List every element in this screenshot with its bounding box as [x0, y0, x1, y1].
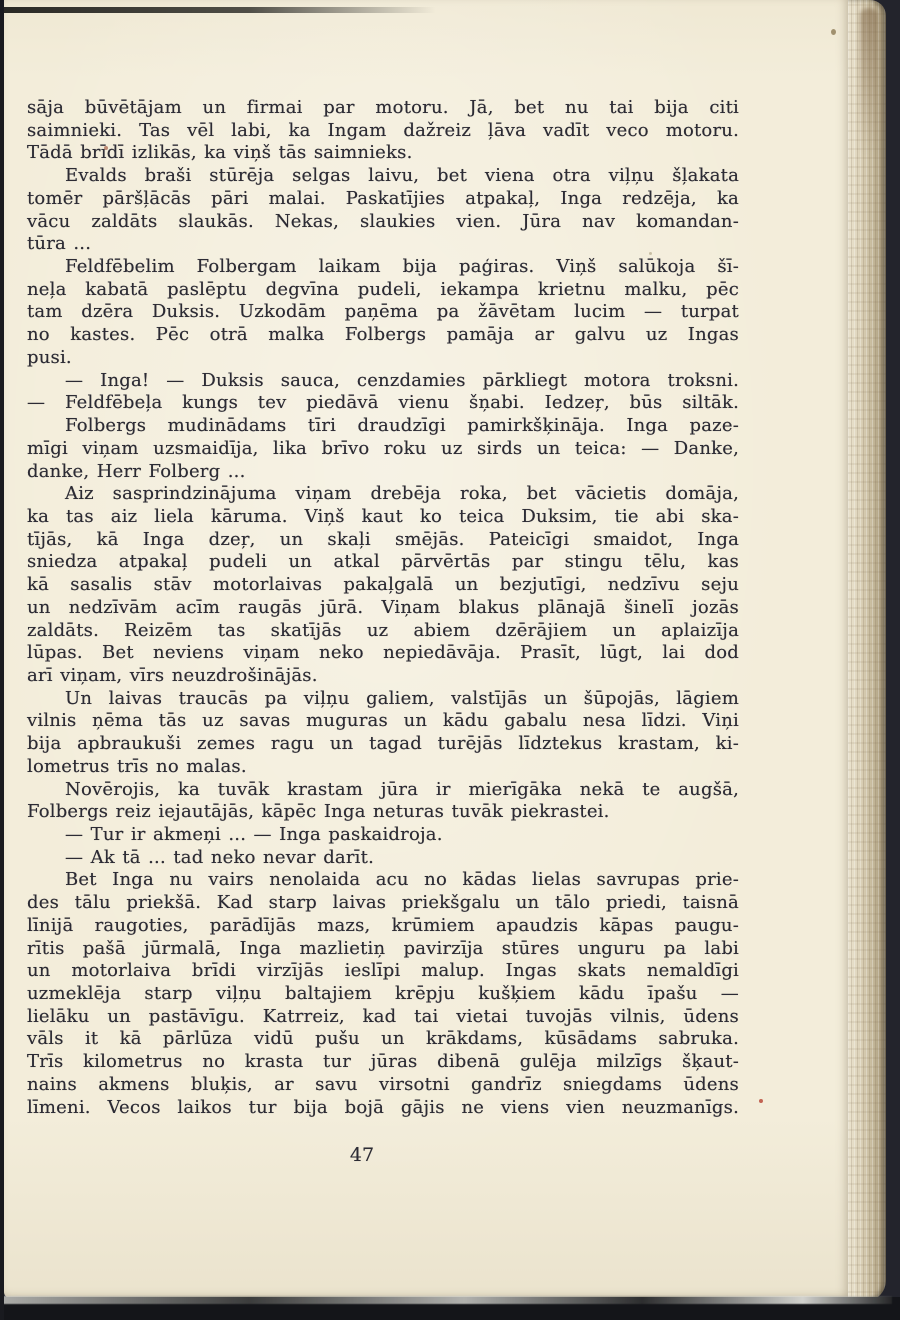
- text-line: Folbergs reiz iejautājās, kāpēc Inga neturas tuvāk piekrastei.: [27, 801, 610, 823]
- text-line: Folbergs mudinādams tīri draudzīgi pamirkšķināja. Inga paze-: [65, 415, 739, 437]
- text-line: nains akmens bluķis, ar savu virsotni gandrīz sniegdams ūdens: [27, 1073, 739, 1095]
- text-line: Aiz sasprindzinājuma viņam drebēja roka, bet vācietis domāja,: [65, 483, 739, 505]
- text-line: tam dzēra Duksis. Uzkodām paņēma pa žāvētam lucim — turpat: [27, 301, 739, 323]
- text-line: Trīs kilometrus no krasta tur jūras dibenā gulēja milzīgs šķaut-: [27, 1051, 739, 1073]
- text-line: tomēr pāršļācās pāri malai. Paskatījies atpakaļ, Inga redzēja, ka: [27, 187, 739, 209]
- text-line: un motorlaiva brīdi virzījās ieslīpi malup. Ingas skats nemaldīgi: [27, 960, 739, 982]
- text-line: lielāku un pastāvīgu. Katrreiz, kad tai vietai tuvojās vilnis, ūdens: [27, 1005, 739, 1027]
- book-page-edges: [848, 0, 886, 1302]
- text-line: lometrus trīs no malas.: [27, 755, 247, 777]
- text-line: arī viņam, vīrs neuzdrošinājās.: [27, 664, 318, 686]
- book-bottom-highlight: [0, 1296, 892, 1304]
- book-page: [4, 0, 848, 1298]
- text-line: no kastes. Pēc otrā malka Folbergs pamāja ar galvu uz Ingas: [27, 324, 739, 346]
- text-line: Bet Inga nu vairs nenolaida acu no kādas lielas savrupas prie-: [65, 869, 739, 891]
- text-line: uzmeklēja starp viļņu baltajiem krēpju kušķiem kādu īpašu —: [27, 983, 739, 1005]
- text-line: Un laivas traucās pa viļņu galiem, valstījās un šūpojās, lāgiem: [65, 687, 739, 709]
- text-line: danke, Herr Folberg ...: [27, 460, 246, 482]
- text-line: kā sasalis stāv motorlaivas pakaļgalā un bezjutīgi, nedzīvu seju: [27, 574, 739, 596]
- text-line: Novērojis, ka tuvāk krastam jūra ir mierīgāka nekā te augšā,: [65, 778, 739, 800]
- text-line: — Ak tā ... tad neko nevar darīt.: [65, 846, 374, 868]
- text-line: un nedzīvām acīm raugās jūrā. Viņam blakus plānajā šinelī jozās: [27, 596, 739, 618]
- text-line: tījās, kā Inga dzeŗ, un skaļi smējās. Pateicīgi smaidot, Inga: [27, 528, 739, 550]
- text-line: sniedza atpakaļ pudeli un atkal pārvērtās par stingu tēlu, kas: [27, 551, 739, 573]
- scan-left-border: [0, 0, 4, 1320]
- text-line: — Tur ir akmeņi ... — Inga paskaidroja.: [65, 824, 443, 845]
- text-line: līnijā raugoties, parādījās mazs, krūmiem apaudzis kāpas paugu-: [27, 914, 739, 936]
- text-line: sāja būvētājam un firmai par motoru. Jā, bet nu tai bija citi: [27, 97, 739, 118]
- text-line: bija apbraukuši zemes ragu un tagad turējās līdztekus krastam, ki-: [27, 733, 739, 755]
- text-line: pusi.: [27, 346, 72, 368]
- text-line: ka tas aiz liela kāruma. Viņš kaut ko teica Duksim, tie abi ska-: [27, 505, 739, 527]
- text-line: — Feldfēbeļa kungs tev piedāvā vienu šņabi. Iedzeŗ, būs siltāk.: [27, 392, 739, 414]
- text-line: lūpas. Bet neviens viņam neko nepiedāvāja. Prasīt, lūgt, lai dod: [27, 642, 739, 664]
- paper-speck: [759, 1099, 763, 1103]
- text-line: mīgi viņam uzsmaidīja, lika brīvo roku uz sirds un teica: — Danke,: [27, 437, 739, 459]
- text-line: rītis pašā jūrmalā, Inga mazlietiņ pavirzīja stūres unguru pa labi: [27, 937, 739, 959]
- text-line: tūra ...: [27, 233, 92, 255]
- text-line: vācu zaldāts slaukās. Nekas, slaukies vien. Jūra nav komandan-: [27, 210, 739, 232]
- text-line: līmeni. Vecos laikos tur bija bojā gājis ne viens vien neuzmanīgs.: [27, 1096, 739, 1118]
- scan-top-border: [4, 7, 449, 13]
- page-text-block: [27, 97, 739, 1119]
- text-line: zaldāts. Reizēm tas skatījās uz abiem dzērājiem un aplaizīja: [27, 619, 739, 641]
- text-line: neļa kabatā paslēptu degvīna pudeli, iekampa krietnu malku, pēc: [27, 278, 739, 300]
- page-number: 47: [349, 1144, 375, 1166]
- text-line: vāls it kā pārlūza vidū pušu un krākdams, kūsādams sabruka.: [27, 1028, 739, 1050]
- text-line: Tādā brīdī izlikās, ka viņš tās saimnieks.: [27, 142, 413, 164]
- paper-speck: [831, 29, 836, 35]
- text-line: — Inga! — Duksis sauca, cenzdamies pārkliegt motora troksni.: [65, 369, 739, 391]
- text-line: saimnieki. Tas vēl labi, ka Ingam dažreiz ļāva vadīt veco motoru.: [27, 119, 739, 141]
- text-line: Evalds braši stūrēja selgas laivu, bet viena otra viļņu šļakata: [65, 165, 739, 187]
- text-line: Feldfēbelim Folbergam laikam bija paģiras. Viņš salūkoja šī-: [65, 256, 739, 278]
- page-edge-smudge: [860, 8, 878, 158]
- text-line: des tālu priekšā. Kad starp laivas priekšgalu un tālo priedi, taisnā: [27, 892, 739, 914]
- text-line: vilnis ņēma tās uz savas muguras un kādu gabalu nesa līdzi. Viņi: [27, 710, 739, 732]
